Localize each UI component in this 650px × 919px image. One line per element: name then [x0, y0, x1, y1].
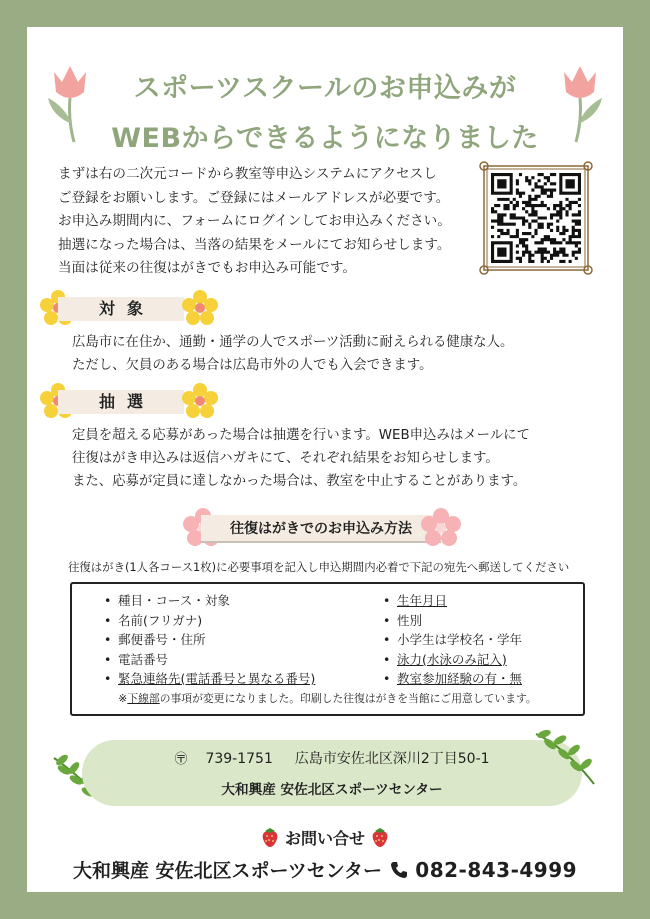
street-address: 広島市安佐北区深川2丁目50-1 [294, 751, 490, 767]
address-band [82, 740, 582, 806]
contact-title [0, 826, 650, 849]
required-item: • 種目・コース・対象 [104, 591, 315, 611]
intro-line: お申込み期間内に、フォームにログインしてお申込みください。 [58, 213, 451, 229]
leaf-branch-right-icon [532, 728, 598, 788]
required-items-box [70, 582, 585, 716]
contact-line [0, 856, 650, 883]
qr-modules [491, 173, 581, 263]
required-item: • 小学生は学校名・学年 [383, 630, 522, 650]
facility-name: 大和興産 安佐北区スポーツセンター [221, 782, 443, 798]
lottery-line: 往復はがき申込みは返信ハガキにて、それぞれ結果をお知らせします。 [72, 451, 499, 466]
target-line: 広島市に在住か、通勤・通学の人でスポーツ活動に耐えられる健康な人。 [72, 335, 514, 350]
required-item: • 緊急連絡先(電話番号と異なる番号) [104, 669, 315, 689]
intro-line: ご登録をお願いします。ご登録にはメールアドレスが必要です。 [58, 189, 450, 206]
lottery-heading [40, 386, 220, 416]
intro-line: まずは右の二次元コードから教室等申込システムにアクセスし [58, 166, 437, 182]
intro-text [58, 163, 478, 281]
lottery-text [72, 424, 530, 493]
required-item: • 泳力(水泳のみ記入) [383, 650, 522, 670]
qr-code[interactable] [491, 173, 581, 263]
phone-icon [389, 860, 409, 880]
pink-flower-icon [421, 508, 461, 548]
method-heading-label: 往復はがきでのお申込み方法 [201, 515, 441, 543]
required-item: • 郵便番号・住所 [104, 630, 315, 650]
change-note: ※下線部の事項が変更になりました。印刷した往復はがきを当館にご用意しています。 [118, 692, 537, 705]
strawberry-icon [371, 827, 389, 847]
page-title-line1: スポーツスクールのお申込みが [133, 73, 517, 104]
lottery-line: 定員を超える応募があった場合は抽選を行います。WEB申込みはメールにて [72, 428, 530, 443]
contact-title-label: お問い合せ [284, 829, 365, 848]
required-item: • 名前(フリガナ) [104, 611, 315, 631]
strawberry-icon [261, 827, 279, 847]
postal-mark-icon: 〶 [174, 752, 188, 767]
flower-icon [182, 383, 218, 419]
postal-code: 739-1751 [205, 751, 273, 767]
intro-line: 抽選になった場合は、当落の結果をメールにてお知らせします。 [58, 236, 451, 253]
required-items-right [383, 591, 522, 689]
target-text [72, 331, 513, 377]
required-item: • 教室参加経験の有・無 [383, 669, 522, 689]
qr-code-image [491, 173, 581, 263]
lottery-line: また、応募が定員に達しなかった場合は、教室を中止することがあります。 [72, 474, 527, 489]
method-instruction: 往復はがき(1人各コース1枚)に必要事項を記入し申込期間内必着で下記の宛先へ郵送してください [68, 560, 570, 574]
target-heading [40, 293, 220, 323]
method-heading [183, 508, 458, 548]
page-title-line2: WEBからできるようになりました [111, 123, 539, 154]
contact-name: 大和興産 安佐北区スポーツセンター [72, 860, 383, 882]
required-item: • 性別 [383, 611, 522, 631]
intro-line: 当面は従来の往復はがきでもお申込み可能です。 [58, 260, 356, 276]
required-items-left [104, 591, 315, 689]
qr-code-frame [478, 160, 594, 276]
required-item: • 生年月日 [383, 591, 522, 611]
flower-icon [182, 290, 218, 326]
target-heading-label: 対象 [58, 297, 184, 321]
phone-number[interactable]: 082-843-4999 [415, 858, 578, 882]
lottery-heading-label: 抽選 [58, 390, 184, 414]
target-line: ただし、欠員のある場合は広島市外の人でも入会できます。 [72, 358, 433, 373]
required-item: • 電話番号 [104, 650, 315, 670]
address-line [82, 748, 582, 768]
